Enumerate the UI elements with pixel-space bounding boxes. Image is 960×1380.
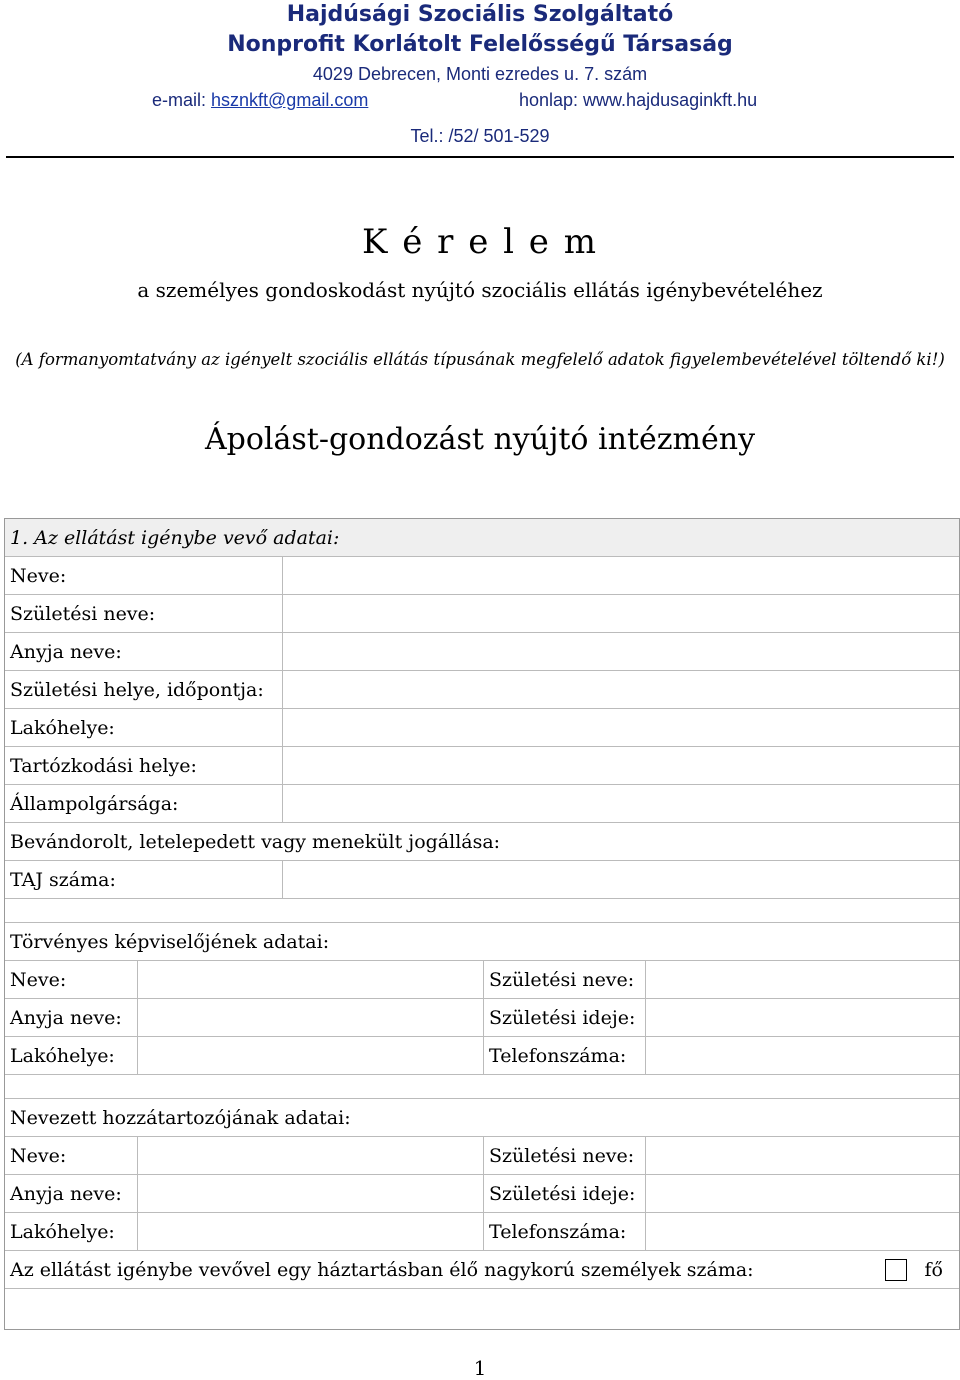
legal-rep-residence-input[interactable] [138, 1037, 484, 1074]
org-name-line1: Hajdúsági Szociális Szolgáltató [286, 2, 674, 27]
field-label: Lakóhelye: [5, 709, 283, 746]
field-row-citizenship [5, 785, 959, 823]
legal-rep-row [5, 1037, 959, 1075]
org-address: 4029 Debrecen, Monti ezredes u. 7. szám [312, 64, 648, 84]
website-line: honlap: www.hajdusaginkft.hu [519, 90, 758, 110]
field-row-birth-name [5, 595, 959, 633]
legal-rep-row [5, 999, 959, 1037]
taj-input[interactable] [283, 861, 959, 898]
field-label: Születési ideje: [484, 1175, 646, 1212]
relative-name-input[interactable] [138, 1137, 484, 1174]
field-row-birth-place-date [5, 671, 959, 709]
stay-place-input[interactable] [283, 747, 959, 784]
instruction-note: (A formanyomtatvány az igényelt szociális ellátás típusának megfelelő adatok figyelembevételével töltendő ki!) [15, 350, 945, 369]
birth-name-input[interactable] [283, 595, 959, 632]
field-row-residence [5, 709, 959, 747]
field-row-name [5, 557, 959, 595]
relative-birth-date-input[interactable] [646, 1175, 959, 1212]
field-label: Telefonszáma: [484, 1213, 646, 1250]
section-heading-relative: Nevezett hozzátartozójának adatai: [5, 1099, 959, 1137]
relative-birth-name-input[interactable] [646, 1137, 959, 1174]
field-label: Lakóhelye: [5, 1037, 138, 1074]
legal-rep-phone-input[interactable] [646, 1037, 959, 1074]
field-row-stay-place [5, 747, 959, 785]
field-label: Születési ideje: [484, 999, 646, 1036]
field-row-mother-name [5, 633, 959, 671]
email-link[interactable]: hsznkft@gmail.com [211, 90, 369, 110]
household-count-box[interactable] [885, 1259, 907, 1281]
birth-place-date-input[interactable] [283, 671, 959, 708]
legal-rep-mother-name-input[interactable] [138, 999, 484, 1036]
email-label: e-mail: [152, 90, 212, 110]
field-label: Születési helye, időpontja: [5, 671, 283, 708]
field-label: Neve: [5, 1137, 138, 1174]
citizenship-input[interactable] [283, 785, 959, 822]
field-label: Születési neve: [484, 961, 646, 998]
field-label: Lakóhelye: [5, 1213, 138, 1250]
household-label: Az ellátást igénybe vevővel egy háztartásban élő nagykorú személyek száma: [10, 1258, 754, 1281]
relative-row [5, 1175, 959, 1213]
field-label: Állampolgársága: [5, 785, 283, 822]
household-row [5, 1251, 959, 1289]
page-number: 1 [473, 1356, 487, 1380]
spacer-row [5, 1075, 959, 1099]
section-heading-legal-rep: Törvényes képviselőjének adatai: [5, 923, 959, 961]
institution-type: Ápolást-gondozást nyújtó intézmény [204, 422, 756, 457]
relative-phone-input[interactable] [646, 1213, 959, 1250]
email-line [152, 90, 368, 111]
legal-rep-birth-date-input[interactable] [646, 999, 959, 1036]
legal-rep-name-input[interactable] [138, 961, 484, 998]
household-unit: fő [924, 1258, 943, 1281]
field-label: Születési neve: [484, 1137, 646, 1174]
name-input[interactable] [283, 557, 959, 594]
relative-row [5, 1137, 959, 1175]
section-heading-applicant: 1. Az ellátást igénybe vevő adatai: [5, 519, 959, 557]
relative-residence-input[interactable] [138, 1213, 484, 1250]
legal-rep-birth-name-input[interactable] [646, 961, 959, 998]
application-form [4, 518, 960, 1330]
phone-line: Tel.: /52/ 501-529 [410, 126, 550, 146]
residence-input[interactable] [283, 709, 959, 746]
field-label: Anyja neve: [5, 999, 138, 1036]
header-divider [6, 156, 954, 158]
field-label: Telefonszáma: [484, 1037, 646, 1074]
field-label: Születési neve: [5, 595, 283, 632]
field-row-immigrant-status [5, 823, 959, 861]
field-label: Anyja neve: [5, 1175, 138, 1212]
org-name-line2: Nonprofit Korlátolt Felelősségű Társaság [227, 32, 733, 57]
document-title: K é r e l e m [362, 222, 598, 262]
relative-row [5, 1213, 959, 1251]
field-label: Tartózkodási helye: [5, 747, 283, 784]
mother-name-input[interactable] [283, 633, 959, 670]
spacer-row [5, 899, 959, 923]
field-label: Neve: [5, 557, 283, 594]
field-row-taj [5, 861, 959, 899]
field-label: TAJ száma: [5, 861, 283, 898]
legal-rep-row [5, 961, 959, 999]
field-label: Anyja neve: [5, 633, 283, 670]
household-count-input[interactable] [5, 1289, 959, 1329]
document-subtitle: a személyes gondoskodást nyújtó szociális ellátás igénybevételéhez [137, 278, 823, 302]
field-label: Neve: [5, 961, 138, 998]
relative-mother-name-input[interactable] [138, 1175, 484, 1212]
field-label: Bevándorolt, letelepedett vagy menekült jogállása: [10, 830, 501, 853]
